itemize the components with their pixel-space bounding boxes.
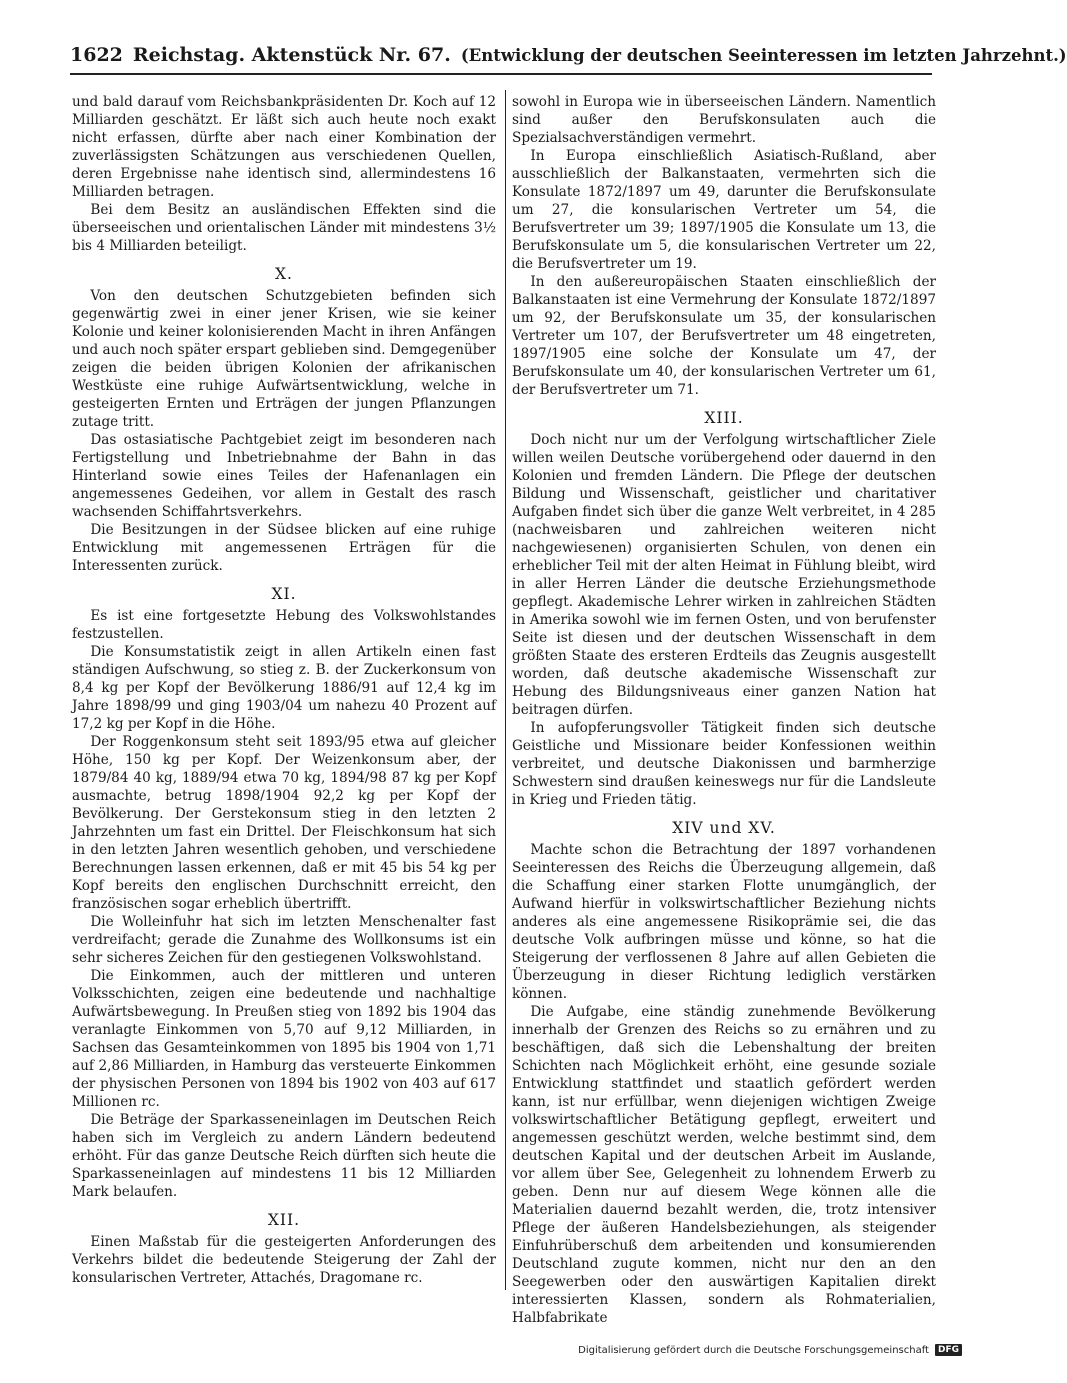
paragraph: In Europa einschließlich Asiatisch-Rußland, aber ausschließlich der Balkanstaaten, vermehrten sich die Konsulate 1872/1897 um 49, darunter die Berufskonsulate um 27, die konsularischen Vertreter um 54, die Berufsvertreter um 39; 1897/1905 die Konsulate um 13, die Berufskonsulate um 5, die konsularischen Vertreter um 22, die Berufsvertreter um 19.: [512, 148, 936, 272]
paragraph: In aufopferungsvoller Tätigkeit finden sich deutsche Geistliche und Missionare beider Konfessionen weithin verbreitet, und deutsche Diakonissen und barmherzige Schwestern sind draußen keineswegs nur für die Landsleute in Krieg und Frieden tätig.: [512, 720, 936, 808]
paragraph: Die Konsumstatistik zeigt in allen Artikeln einen fast ständigen Aufschwung, so stieg z. B. der Zuckerkonsum von 8,4 kg per Kopf der Bevölkerung 1886/91 auf 12,4 kg im Jahre 1898/99 und ging 1903/04 um nahezu 40 Prozent auf 17,2 kg per Kopf in die Höhe.: [72, 644, 496, 732]
running-title: Reichstag. Aktenstück Nr. 67.: [132, 44, 451, 66]
paragraph: In den außereuropäischen Staaten einschließlich der Balkanstaaten ist eine Vermehrung der Konsulate 1872/1897 um 92, der Berufskonsulate um 35, der konsularischen Vertreter um 107, der Berufsvertreter um 48 eingetreten, 1897/1905 eine solche der Konsulate um 47, der Berufskonsulate um 40, der konsularischen Vertreter um 61, der Berufsvertreter um 71.: [512, 274, 936, 398]
left-column: [72, 93, 496, 1287]
section-heading: XI.: [271, 585, 297, 603]
paragraph: Die Aufgabe, eine ständig zunehmende Bevölkerung innerhalb der Grenzen des Reichs so zu ernähren und zu beschäftigen, daß sich die Lebenshaltung der breiten Schichten nach Möglichkeit erhöht, eine gesunde soziale Entwicklung stattfindet und staatlich gefördert werden kann, ist nur erfüllbar, wenn diejenigen wichtigen Zweige volkswirtschaftlicher Betätigung gepflegt, erweitert und angemessen geschützt werden, welche bestimmt sind, dem deutschen Kapital und der deutschen Arbeit im Auslande, vor allem über See, Gelegenheit zu lohnendem Erwerb zu geben. Denn nur auf diesem Wege können alle die Materialien dauernd bezahlt werden, die, trotz intensiver Pflege der äußeren Handelsbeziehungen, als steigender Einfuhrüberschuß dem arbeitenden und konsumierenden Deutschland zugute kommen, nicht nur den an den Seegewerben oder den auswärtigen Kapitalien direkt interessierten Klassen, sondern als Rohmaterialien, Halbfabrikate: [512, 1004, 936, 1326]
column-divider: [505, 90, 506, 1290]
paragraph: Die Besitzungen in der Südsee blicken auf eine ruhige Entwicklung mit angemessenen Erträgen für die Interessenten zurück.: [72, 522, 496, 574]
footer: [578, 1341, 962, 1359]
section-heading: XIV und XV.: [672, 819, 776, 837]
footer-credit: Digitalisierung gefördert durch die Deutsche Forschungsgemeinschaft: [578, 1344, 929, 1356]
paragraph: Es ist eine fortgesetzte Hebung des Volkswohlstandes festzustellen.: [72, 608, 496, 642]
page-number: 1622: [70, 44, 123, 66]
section-heading: X.: [275, 265, 293, 283]
header-rule: [70, 73, 932, 75]
paragraph: Die Einkommen, auch der mittleren und unteren Volksschichten, zeigen eine bedeutende und nachhaltige Aufwärtsbewegung. In Preußen stieg von 1892 bis 1904 das veranlagte Einkommen von 5,70 auf 9,12 Milliarden, in Sachsen das Gesamteinkommen von 1895 bis 1904 von 1,71 auf 2,86 Milliarden, in Hamburg das versteuerte Einkommen der physischen Personen von 1894 bis 1902 von 403 auf 617 Millionen rc.: [72, 968, 496, 1110]
paragraph: Einen Maßstab für die gesteigerten Anforderungen des Verkehrs bildet die bedeutende Steigerung der Zahl der konsularischen Vertreter, Attachés, Dragomane rc.: [72, 1234, 496, 1286]
header-subtitle: (Entwicklung der deutschen Seeinteressen im letzten Jahrzehnt.): [460, 46, 1067, 65]
paragraph: Der Roggenkonsum steht seit 1893/95 etwa auf gleicher Höhe, 150 kg per Kopf. Der Weizenkonsum aber, der 1879/84 40 kg, 1889/94 etwa 70 kg, 1894/98 87 kg per Kopf ausmachte, betrug 1898/1904 92,2 kg per Kopf der Bevölkerung. Der Gerstekonsum stieg in den letzten 2 Jahrzehnten um fast ein Drittel. Der Fleischkonsum hat sich in den letzten Jahren wesentlich gehoben, und verschiedene Berechnungen lassen erkennen, daß er mit 45 bis 54 kg per Kopf bereits den englischen Durchschnitt erreicht, den französischen sogar erheblich übertrifft.: [72, 734, 496, 912]
paragraph: Machte schon die Betrachtung der 1897 vorhandenen Seeinteressen des Reichs die Überzeugung allgemein, daß die Schaffung einer starken Flotte unumgänglich, der Aufwand hierfür in volkswirtschaftlicher Beziehung nichts anderes als eine angemessene Risikoprämie sei, die das deutsche Volk aufbringen müsse und könne, so hat die Steigerung der verflossenen 8 Jahre auf allen Gebieten die Überzeugung in dieser Richtung lediglich verstärken können.: [512, 842, 936, 1002]
paragraph: und bald darauf vom Reichsbankpräsidenten Dr. Koch auf 12 Milliarden geschätzt. Er läßt sich auch heute noch exakt nicht erfassen, dürfte aber nach einer Kombination der zuverlässigsten Schätzungen aus verschiedenen Quellen, deren Ergebnisse nahe identisch sind, allermindestens 16 Milliarden betragen.: [72, 94, 496, 200]
section-heading: XIII.: [704, 409, 744, 427]
paragraph: Bei dem Besitz an ausländischen Effekten sind die überseeischen und orientalischen Länder mit mindestens 3½ bis 4 Milliarden beteiligt.: [72, 202, 496, 254]
right-column: [512, 93, 936, 1327]
paragraph: Von den deutschen Schutzgebieten befinden sich gegenwärtig zwei in einer jener Krisen, wie sie keiner Kolonie und keiner kolonisierenden Macht in ihren Anfängen und auch noch später erspart geblieben sind. Demgegenüber zeigen die beiden übrigen Kolonien der afrikanischen Westküste eine ruhige Aufwärtsentwicklung, welche in gesteigerten Ernten und Erträgen der jungen Pflanzungen zutage tritt.: [72, 288, 496, 430]
paragraph: Die Beträge der Sparkasseneinlagen im Deutschen Reich haben sich im Vergleich zu andern Ländern bedeutend erhöht. Für das ganze Deutsche Reich dürften sich heute die Sparkasseneinlagen auf mindestens 11 bis 12 Milliarden Mark belaufen.: [72, 1112, 496, 1200]
section-heading: XII.: [267, 1211, 301, 1229]
page-header: [70, 44, 1067, 74]
paragraph: Doch nicht nur um der Verfolgung wirtschaftlicher Ziele willen weilen Deutsche vorübergehend oder dauernd in den Kolonien und fremden Ländern. Die Pflege der deutschen Bildung und Wissenschaft, geistlicher und charitativer Aufgaben findet sich über die ganze Welt verbreitet, in 4 285 (nachweisbaren und zahlreichen weiteren nicht nachgewiesenen) organisierten Schulen, von denen ein erheblicher Teil mit der alten Heimat in Fühlung bleibt, wird in aller Herren Länder die deutsche Erziehungsmethode gepflegt. Akademische Lehrer wirken in zahlreichen Städten in Amerika sowohl wie im fernen Osten, und von berufenster Seite ist diesen und der deutschen Wissenschaft in dem größten Staate des ersteren Erdteils das Zeugnis ausgestellt worden, daß deutsche akademische Wissenschaft zur Hebung des Bildungsniveaus einer ganzen Nation hat beitragen dürfen.: [512, 432, 936, 718]
paragraph: Das ostasiatische Pachtgebiet zeigt im besonderen nach Fertigstellung und Inbetriebnahme der Bahn in das Hinterland sowie eines Teiles der Hafenanlagen ein angemessenes Gedeihen, vor allem in Gestalt des rasch wachsenden Schiffahrtsverkehrs.: [72, 432, 496, 520]
dfg-logo-icon: DFG: [935, 1344, 962, 1356]
paragraph: Die Wolleinfuhr hat sich im letzten Menschenalter fast verdreifacht; gerade die Zunahme des Wollkonsums ist ein sehr sicheres Zeichen für den gestiegenen Volkswohlstand.: [72, 914, 496, 966]
paragraph: sowohl in Europa wie in überseeischen Ländern. Namentlich sind außer den Berufskonsulaten auch die Spezialsachverständigen vermehrt.: [512, 94, 936, 146]
